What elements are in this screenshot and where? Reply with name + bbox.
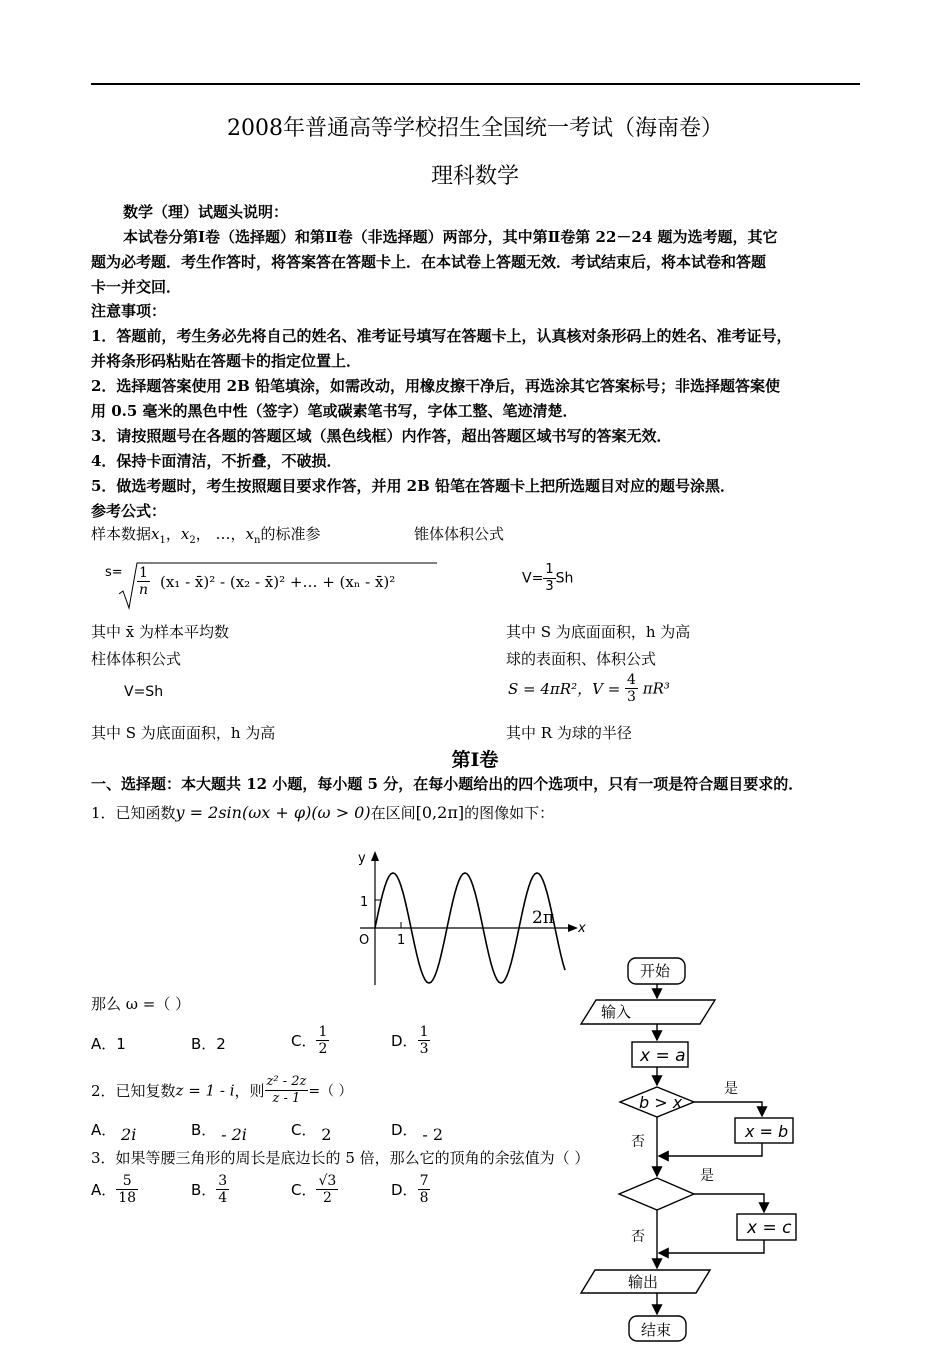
note-1-line-2: 并将条形码粘贴在答题卡的指定位置上． — [91, 352, 362, 370]
part-1-heading: 第Ⅰ卷 — [451, 749, 499, 771]
notes-heading: 注意事项： — [91, 302, 167, 320]
q3-option-b[interactable]: B． $\frac{3}{4}$ — [191, 1173, 228, 1206]
part-1-instructions: 一、选择题：本大题共 12 小题，每小题 5 分，在每小题给出的四个选项中，只有一项是符合题目要求的． — [91, 775, 804, 793]
q2-option-a[interactable]: A． 2i — [91, 1121, 137, 1144]
intro-paragraph-line-2: 题为必考题．考生作答时，将答案答在答题卡上．在本试卷上答题无效．考试结束后，将本试卷和答题 — [91, 253, 767, 271]
y-axis-arrow — [371, 851, 379, 861]
intro-paragraph-line-1: 本试卷分第Ⅰ卷（选择题）和第Ⅱ卷（非选择题）两部分，其中第Ⅱ卷第 22－24 题为选考题，其它 — [123, 228, 778, 246]
assign-1-label: x = a — [640, 1046, 686, 1066]
sample-data-label: 样本数据$x_1$，$x_2$， …，$x_n$的标准参 — [91, 525, 321, 546]
sine-graph — [350, 845, 590, 995]
end-label: 结束 — [641, 1321, 672, 1339]
yes-1-label: 是 — [724, 1081, 738, 1097]
question-1-ask: 那么 ω =（ ） — [91, 995, 191, 1013]
note-4: 4．保持卡面清洁，不折叠，不破损． — [91, 452, 342, 470]
note-5: 5．做选考题时，考生按照题目要求作答，并用 2B 铅笔在答题卡上把所选题目对应的题号涂黑． — [91, 477, 736, 495]
question-3-stem: 3．如果等腰三角形的周长是底边长的 5 倍，那么它的顶角的余弦值为（ ） — [91, 1149, 590, 1167]
sphere-formula: S = 4πR²，V = $\frac{4}{3}$ πR³ — [508, 672, 670, 705]
question-2-stem: 2．已知复数z = 1 - i，则 $\frac{\text{z² - 2z}}{z - 1}$ =（ ） — [91, 1074, 353, 1106]
prism-note: 其中 S 为底面面积，h 为高 — [91, 724, 276, 742]
q3-option-d[interactable]: D． $\frac{7}{8}$ — [391, 1173, 429, 1206]
question-1-stem: 1．已知函数y = 2sin(ωx + φ)(ω > 0)在区间[0,2π]的图像如下： — [91, 803, 555, 822]
page-title: 2008年普通高等学校招生全国统一考试（海南卷） — [227, 116, 723, 141]
page-subtitle: 理科数学 — [430, 164, 519, 189]
no-1-label: 否 — [631, 1134, 645, 1150]
intro-paragraph-line-3: 卡一并交回． — [91, 278, 182, 296]
two-pi-label: 2π — [532, 908, 554, 928]
assign-2-label: x = b — [745, 1122, 789, 1141]
note-2-line-1: 2．选择题答案使用 2B 铅笔填涂，如需改动，用橡皮擦干净后，再选涂其它答案标号；非选择题答案使 — [91, 377, 781, 395]
q1-option-b[interactable]: B．2 — [191, 1035, 226, 1053]
std-dev-formula: s= $\frac{1}{n}$ (x₁ - x̄)² - (x₂ - x̄)² +… + (xₙ - x̄)² — [105, 560, 445, 610]
prism-volume-formula: V=Sh — [124, 684, 164, 700]
y-tick-1: 1 — [360, 895, 369, 910]
origin-label: O — [359, 933, 370, 948]
formulas-heading: 参考公式： — [91, 502, 167, 520]
x-axis-arrow — [568, 924, 578, 932]
intro-heading: 数学（理）试题头说明： — [123, 203, 289, 221]
input-label: 输入 — [601, 1003, 632, 1021]
q1-option-d[interactable]: D． $\frac{1}{3}$ — [391, 1024, 429, 1057]
x-axis-label: x — [578, 921, 586, 936]
assign-3-label: x = c — [747, 1218, 792, 1238]
sphere-note: 其中 R 为球的半径 — [506, 724, 632, 742]
flowchart — [576, 948, 836, 1348]
yes-2-label: 是 — [700, 1168, 714, 1184]
condition-2-node — [619, 1178, 694, 1210]
no-2-label: 否 — [631, 1229, 645, 1245]
y-axis-label: y — [358, 851, 366, 866]
q1-option-a[interactable]: A．1 — [91, 1035, 126, 1053]
cone-note: 其中 S 为底面面积，h 为高 — [506, 623, 691, 641]
prism-volume-label: 柱体体积公式 — [91, 650, 182, 668]
start-label: 开始 — [640, 962, 671, 980]
q2-option-c[interactable]: C． 2 — [291, 1121, 332, 1144]
cone-volume-label: 锥体体积公式 — [414, 525, 505, 543]
note-2-line-2: 用 0.5 毫米的黑色中性（签字）笔或碳素笔书写，字体工整、笔迹清楚． — [91, 402, 578, 420]
q3-option-a[interactable]: A． $\frac{5}{18}$ — [91, 1173, 137, 1206]
sphere-label: 球的表面积、体积公式 — [506, 650, 657, 668]
condition-1-label: b > x — [639, 1093, 683, 1112]
output-label: 输出 — [628, 1273, 659, 1291]
note-3: 3．请按照题号在各题的答题区域（黑色线框）内作答，超出答题区域书写的答案无效． — [91, 427, 672, 445]
q3-option-c[interactable]: C． $\frac{√3}{2}$ — [291, 1173, 337, 1206]
x-tick-1: 1 — [397, 933, 406, 948]
cone-volume-formula: V= $\frac{1}{3}$ Sh — [522, 562, 574, 594]
q1-option-c[interactable]: C． $\frac{1}{2}$ — [291, 1024, 328, 1057]
mean-note: 其中 x̄ 为样本平均数 — [91, 623, 229, 641]
q2-option-d[interactable]: D． - 2 — [391, 1121, 444, 1144]
q2-option-b[interactable]: B． - 2i — [191, 1121, 247, 1144]
top-rule — [91, 83, 860, 85]
note-1-line-1: 1．答题前，考生务必先将自己的姓名、准考证号填写在答题卡上，认真核对条形码上的姓名、准考证号， — [91, 327, 792, 345]
